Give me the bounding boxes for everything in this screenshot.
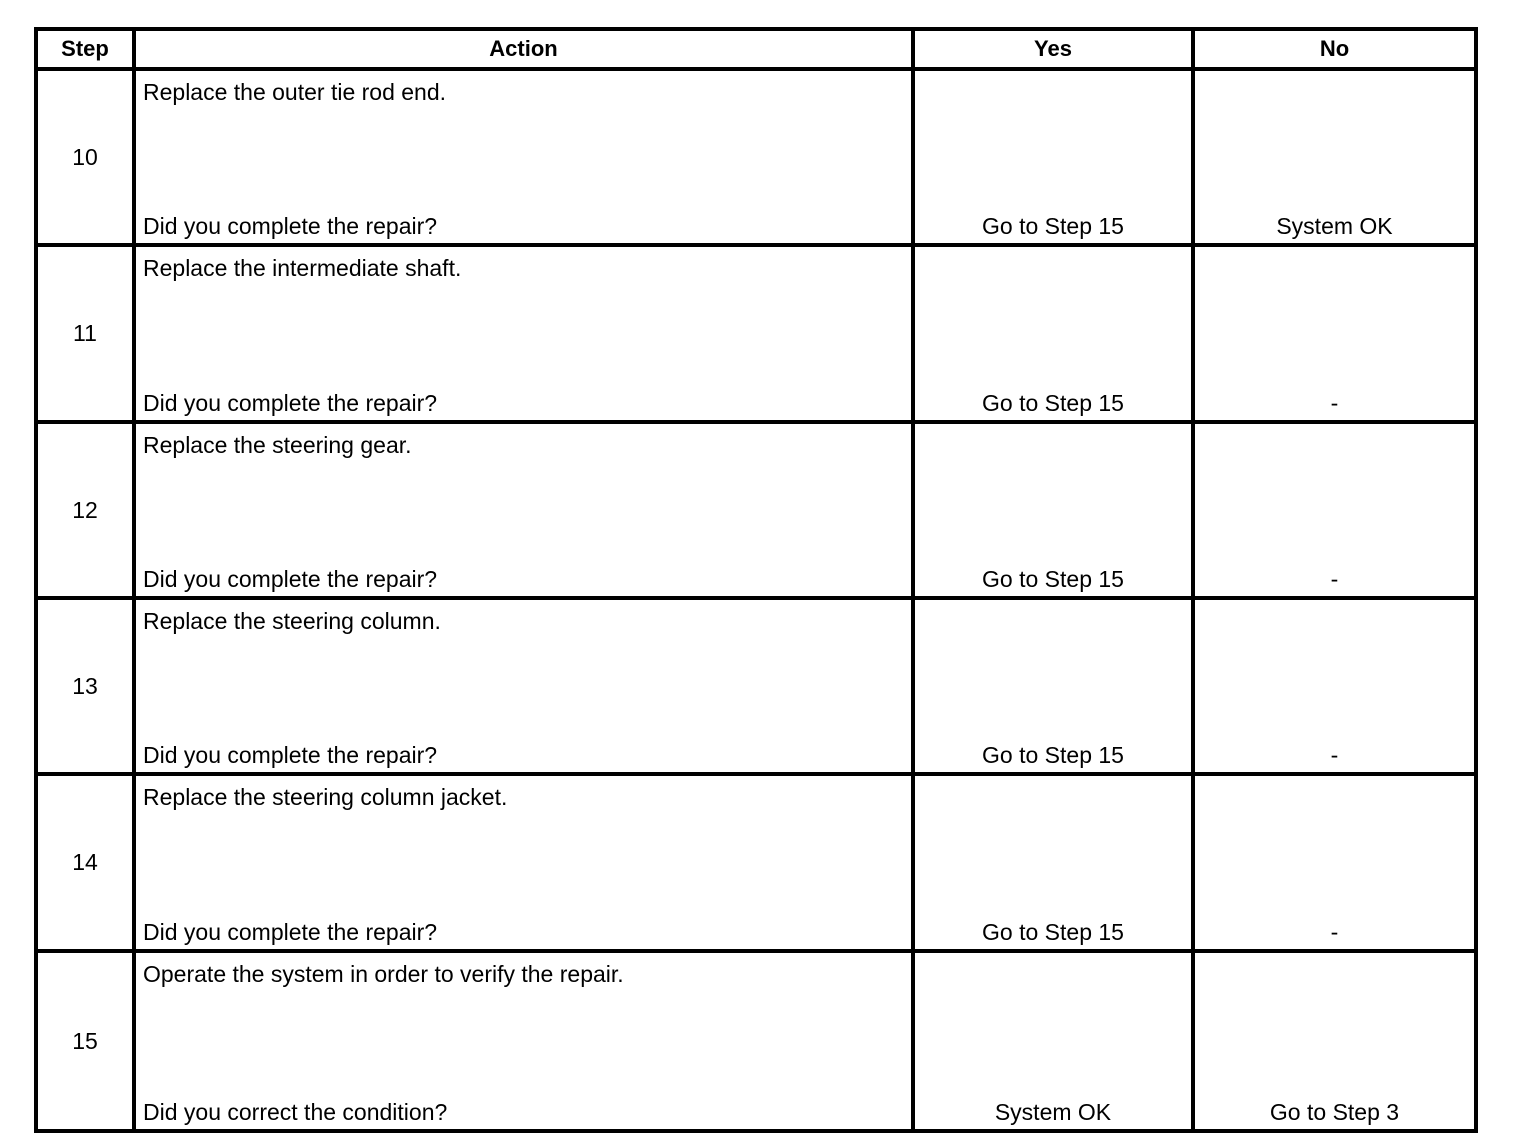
yes-cell (915, 776, 1195, 952)
header-yes: Yes (915, 31, 1195, 71)
no-outcome: - (1330, 742, 1339, 769)
step-number: 10 (38, 71, 136, 247)
action-cell (136, 247, 915, 423)
step-number: 12 (38, 424, 136, 600)
header-step: Step (38, 31, 136, 71)
action-instruction: Operate the system in order to verify the repair. (143, 960, 624, 987)
action-instruction: Replace the steering column jacket. (143, 784, 508, 811)
yes-cell (915, 71, 1195, 247)
action-question: Did you complete the repair? (143, 389, 438, 416)
yes-cell (915, 600, 1195, 776)
action-cell (136, 71, 915, 247)
diagnostic-table (34, 27, 1478, 1133)
action-instruction: Replace the steering gear. (143, 431, 412, 458)
no-cell (1195, 776, 1474, 952)
action-question: Did you complete the repair? (143, 742, 438, 769)
action-question: Did you complete the repair? (143, 918, 438, 945)
header-no: No (1195, 31, 1474, 71)
no-outcome: - (1330, 565, 1339, 592)
yes-outcome: Go to Step 15 (982, 918, 1124, 945)
yes-cell (915, 424, 1195, 600)
action-instruction: Replace the steering column. (143, 607, 441, 634)
action-question: Did you correct the condition? (143, 1098, 448, 1125)
step-number: 14 (38, 776, 136, 952)
header-action: Action (136, 31, 915, 71)
action-cell (136, 600, 915, 776)
no-cell (1195, 247, 1474, 423)
action-question: Did you complete the repair? (143, 213, 438, 240)
action-instruction: Replace the intermediate shaft. (143, 255, 462, 282)
no-outcome: System OK (1276, 213, 1393, 240)
yes-outcome: Go to Step 15 (982, 565, 1124, 592)
action-instruction: Replace the outer tie rod end. (143, 79, 447, 105)
no-cell (1195, 953, 1474, 1129)
yes-cell (915, 247, 1195, 423)
yes-outcome: Go to Step 15 (982, 213, 1124, 240)
no-cell (1195, 71, 1474, 247)
action-cell (136, 953, 915, 1129)
no-outcome: - (1330, 918, 1339, 945)
no-outcome: Go to Step 3 (1269, 1098, 1400, 1125)
action-question: Did you complete the repair? (143, 565, 438, 592)
no-cell (1195, 600, 1474, 776)
no-cell (1195, 424, 1474, 600)
step-number: 13 (38, 600, 136, 776)
yes-cell (915, 953, 1195, 1129)
no-outcome: - (1330, 389, 1339, 416)
yes-outcome: System OK (994, 1098, 1112, 1125)
action-cell (136, 424, 915, 600)
yes-outcome: Go to Step 15 (982, 389, 1124, 416)
action-cell (136, 776, 915, 952)
step-number: 11 (38, 247, 136, 423)
step-number: 15 (38, 953, 136, 1129)
yes-outcome: Go to Step 15 (982, 742, 1124, 769)
